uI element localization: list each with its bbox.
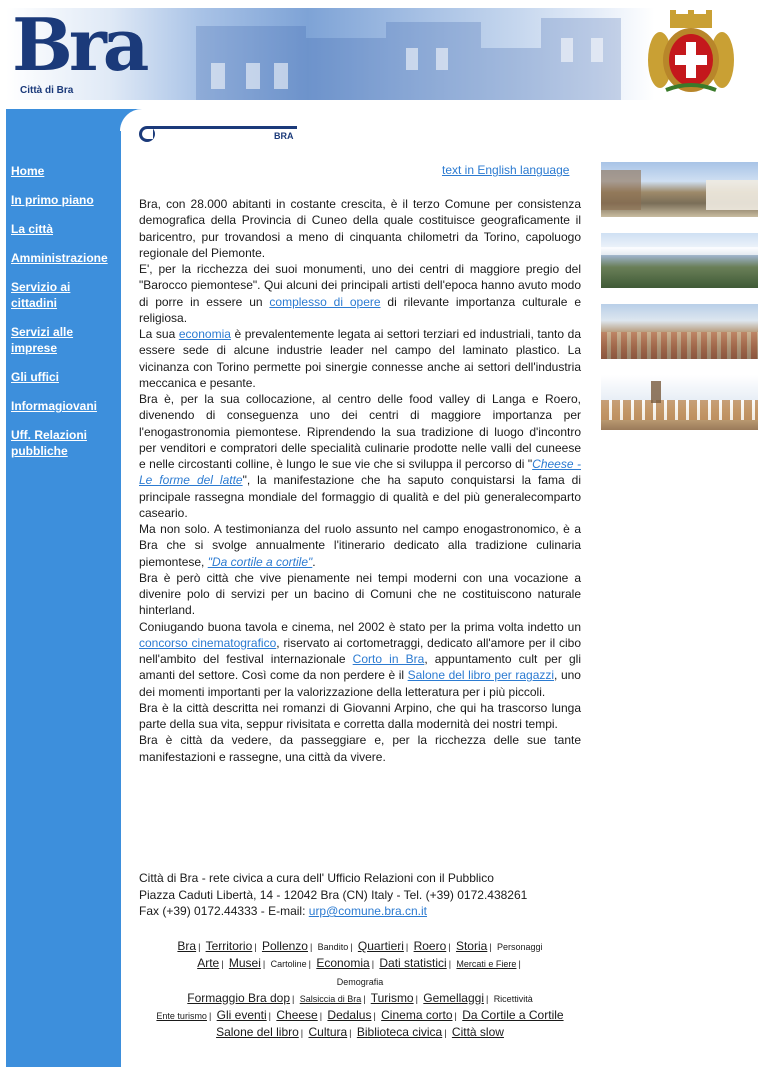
da-cortile-a-cortile-link[interactable]: "Da cortile a cortile" bbox=[207, 554, 313, 569]
sidebar-item-servizio-ai-cittadini[interactable] bbox=[11, 279, 70, 311]
footer-link-quartieri[interactable]: Quartieri bbox=[357, 939, 404, 953]
logo-text: Bra bbox=[12, 8, 146, 87]
aerial-city-photo bbox=[601, 304, 758, 359]
sidebar-item-label: cittadini bbox=[11, 296, 58, 310]
paragraph: Ma non solo. A testimonianza del ruolo assunto nel campo enogastronomico, è a Bra che si svolge annualmente l'itinerario dedicato alla tradizione culinaria piemontese, "Da cortile a cortile". bbox=[139, 522, 581, 569]
cheese-link[interactable]: Cheese - Le forme del latte bbox=[139, 457, 581, 488]
footer-link-demografia[interactable]: Demografia bbox=[336, 976, 384, 987]
sidebar-item-label: Uff. Relazioni bbox=[11, 428, 88, 442]
footer-link-cheese[interactable]: Cheese bbox=[276, 1008, 318, 1023]
sidebar-item-label: imprese bbox=[11, 341, 58, 355]
paragraph: La sua economia è prevalentemente legata ai settori terziari ed industriali, tanto da essere sede di alcune industrie leader nel campo del laminato plastico. La vicinanza con Torino permette poi sinergie connesse anche ai settori dell'industria meccanica e pesante. bbox=[139, 327, 581, 390]
footer-link-dedalus[interactable]: Dedalus bbox=[327, 1008, 372, 1023]
sidebar-item-label: Servizi alle bbox=[11, 325, 74, 339]
footer-line: Piazza Caduti Libertà, 14 - 12042 Bra (CN) Italy - Tel. (+39) 0172.438261 bbox=[139, 887, 528, 902]
footer-link-personaggi[interactable]: Personaggi bbox=[497, 942, 543, 952]
paragraph: Bra, con 28.000 abitanti in costante crescita, è il terzo Comune per consistenza demografica della Provincia di Cuneo della quale costituisce geograficamente il baricentro, pur trovandosi a meno di cinquanta chilometri da Torino, capoluogo regionale del Piemonte. bbox=[139, 197, 581, 260]
sidebar-item-amministrazione[interactable]: Amministrazione bbox=[11, 251, 108, 265]
city-logo[interactable] bbox=[10, 8, 160, 100]
paragraph: Bra è, per la sua collocazione, al centro delle food valley di Langa e Roero, divenendo di conseguenza uno dei centri di maggiore importanza per l'enogastronomia piemontese. Riprendendo la sua tradizione di luogo d'incontro per venditori e compratori delle specialità culinarie prodotte nelle valli del cuneese e nelle circostanti colline, è lungo le sue vie che si sviluppa il percorso di "Cheese - Le forme del latte", la manifestazione che ha saputo conquistarsi la fama di principale rassegna mondiale del formaggio di qualità e del più generalecomparto caseario. bbox=[139, 392, 582, 520]
footer-link-cartoline[interactable]: Cartoline bbox=[270, 959, 307, 970]
paragraph: Bra è però città che vive pienamente nei tempi moderni con una vocazione a divenire polo di servizi per un bacino di Comuni che ne costituiscono naturale hinterland. bbox=[139, 570, 581, 618]
footer-link-dati-statistici[interactable]: Dati statistici bbox=[379, 956, 447, 971]
concorso-cinematografico-link[interactable]: concorso cinematografico bbox=[139, 635, 277, 650]
sidebar-item-label: pubbliche bbox=[11, 444, 68, 458]
sidebar-item-gli-uffici[interactable]: Gli uffici bbox=[11, 370, 59, 384]
section-title: BRA bbox=[274, 131, 294, 141]
english-language-link[interactable]: text in English language bbox=[442, 163, 570, 177]
footer-link-ricettivita[interactable]: Ricettività bbox=[493, 993, 533, 1004]
footer-link-gli-eventi[interactable]: Gli eventi bbox=[216, 1008, 267, 1023]
footer-link-da-cortile[interactable]: Da Cortile a Cortile bbox=[462, 1008, 564, 1023]
station-building-photo bbox=[601, 375, 758, 430]
city-street-photo bbox=[601, 162, 758, 217]
footer-link-bandito[interactable]: Bandito bbox=[317, 942, 349, 952]
economia-link[interactable]: economia bbox=[178, 327, 231, 341]
corto-in-bra-link[interactable]: Corto in Bra bbox=[352, 652, 425, 666]
complesso-di-opere-link[interactable]: complesso di opere bbox=[269, 294, 381, 309]
salone-del-libro-ragazzi-link[interactable]: Salone del libro per ragazzi bbox=[407, 668, 555, 683]
sidebar-item-la-citta[interactable]: La città bbox=[11, 222, 54, 236]
footer-link-cinema-corto[interactable]: Cinema corto bbox=[381, 1008, 453, 1023]
paragraph: E', per la ricchezza dei suoi monumenti, uno dei centri di maggiore pregio del "Barocco piemontese". Qui alcuni dei principali artisti dell'epoca hanno avuto modo di porre in essere un complesso di opere di rilevante importanza culturale e religiosa. bbox=[139, 262, 582, 325]
footer-links: Bra | Territorio | Pollenzo | Bandito | Quartieri | Roero | Storia | Personaggi Arte | Musei | Cartoline | Economia | Dati statistici | Mercati e Fiere | Demografia Formaggio Bra dop | Salsiccia di Bra | Turismo | Gemellaggi | Ricettività Ente turismo | Gli eventi | Cheese | Dedalus | Cinema corto | Da Cortile a Cortile Salone del libro | Cultura | Biblioteca civica | Città slow bbox=[156, 939, 564, 1040]
sidebar-item-servizi-alle-imprese[interactable] bbox=[11, 324, 73, 356]
paragraph: Bra è città da vedere, da passeggiare e, per la ricchezza delle sue tante manifestazioni e rassegne, una città da vivere. bbox=[139, 733, 581, 764]
paragraph: Coniugando buona tavola e cinema, nel 2002 è stato per la prima volta indetto un concorso cinematografico, riservato ai cortometraggi, dedicato all'amore per il cibo nell'ambito del festival internazionale Corto in Bra, appuntamento cult per gli amanti del settore. Così come da non perdere è il Salone del libro per ragazzi, uno dei momenti importanti per la valorizzazione della letteratura per i più piccoli. bbox=[139, 619, 582, 699]
landscape-photo bbox=[601, 233, 758, 288]
article-body bbox=[139, 196, 581, 765]
footer-line: Città di Bra - rete civica a cura dell' Ufficio Relazioni con il Pubblico bbox=[139, 871, 494, 885]
sidebar-item-relazioni-pubbliche[interactable] bbox=[11, 427, 87, 459]
footer-contact bbox=[139, 870, 527, 920]
footer-link-economia[interactable]: Economia bbox=[316, 956, 370, 971]
email-link[interactable]: urp@comune.bra.cn.it bbox=[308, 904, 428, 918]
footer-link-bra[interactable]: Bra bbox=[177, 939, 197, 953]
footer-link-citta-slow[interactable]: Città slow bbox=[451, 1025, 504, 1040]
sidebar-item-in-primo-piano[interactable]: In primo piano bbox=[11, 193, 94, 207]
footer-link-roero[interactable]: Roero bbox=[413, 939, 447, 953]
sidebar-item-label: Servizio ai bbox=[11, 280, 71, 294]
footer-link-musei[interactable]: Musei bbox=[228, 956, 261, 971]
footer-link-formaggio[interactable]: Formaggio Bra dop bbox=[187, 990, 291, 1005]
footer-link-turismo[interactable]: Turismo bbox=[370, 990, 414, 1005]
footer-link-salsiccia[interactable]: Salsiccia di Bra bbox=[299, 993, 362, 1004]
footer-link-salone-del-libro[interactable]: Salone del libro bbox=[216, 1025, 299, 1040]
footer-line: Fax (+39) 0172.44333 - E-mail: urp@comune.bra.cn.it bbox=[139, 904, 428, 918]
footer-link-storia[interactable]: Storia bbox=[455, 939, 488, 953]
footer-link-biblioteca[interactable]: Biblioteca civica bbox=[356, 1025, 443, 1040]
footer-link-gemellaggi[interactable]: Gemellaggi bbox=[423, 990, 484, 1005]
footer-link-ente-turismo[interactable]: Ente turismo bbox=[156, 1011, 207, 1022]
footer-link-cultura[interactable]: Cultura bbox=[308, 1025, 348, 1040]
coat-of-arms-icon bbox=[646, 10, 736, 98]
footer-link-mercati[interactable]: Mercati e Fiere bbox=[456, 959, 517, 970]
footer-link-pollenzo[interactable]: Pollenzo bbox=[261, 939, 308, 953]
paragraph: Bra è la città descritta nei romanzi di Giovanni Arpino, che qui ha trascorso lunga parte della sua vita, seppur rivisitata e corretta dalla modernità dei nostri tempi. bbox=[139, 700, 581, 731]
sidebar-item-home[interactable]: Home bbox=[11, 164, 45, 178]
footer-link-territorio[interactable]: Territorio bbox=[205, 939, 253, 953]
header-banner bbox=[6, 8, 760, 100]
logo-subtitle: Città di Bra bbox=[20, 85, 74, 96]
footer-link-arte[interactable]: Arte bbox=[197, 956, 220, 971]
sidebar-item-informagiovani[interactable]: Informagiovani bbox=[11, 399, 98, 413]
